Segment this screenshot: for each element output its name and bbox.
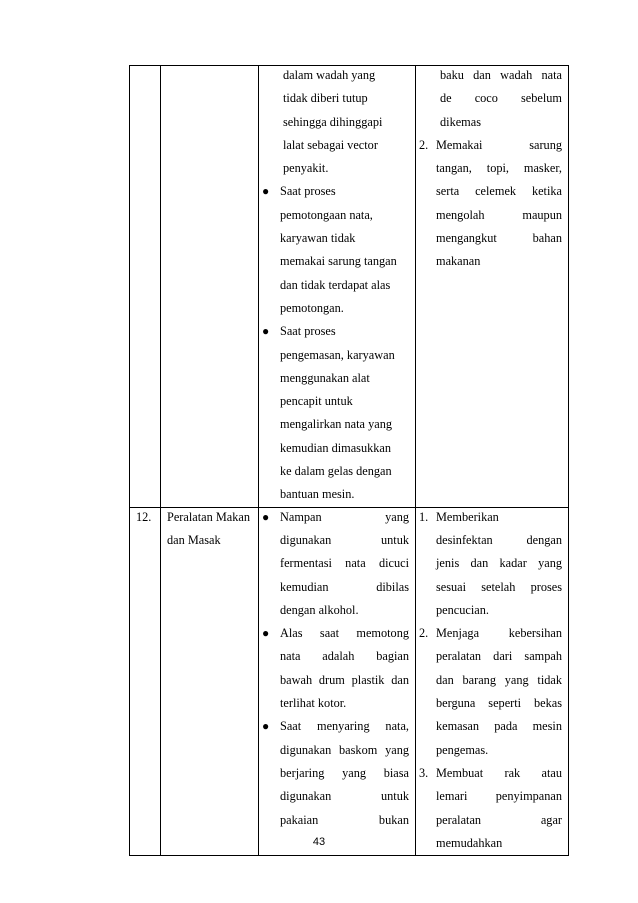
bullet-icon: ● (262, 719, 270, 734)
solution-cell (416, 507, 569, 855)
number-cell (130, 66, 161, 508)
finding-cell (259, 66, 416, 508)
solution-cell: baku dan wadah nata de coco sebelum dikemas 2. Memakai sarung tangan, topi, masker, serta celemek ketika mengolah maupun mengangkut bahan makanan (416, 66, 569, 508)
list-item: ● Saat menyaring nata, digunakan baskom yang berjaring yang biasa digunakan untuk pakaian bukan (259, 715, 415, 831)
list-item: ● Saat proses pemotongaan nata, karyawan tidak memakai sarung tangan dan tidak terdapat alas pemotongan. (259, 180, 415, 320)
bullet-icon: ● (262, 626, 270, 641)
list-item: 1. Memberikan desinfektan dengan jenis dan kadar yang sesuai setelah proses pencucian. (419, 509, 562, 617)
finding-cell (259, 507, 416, 855)
hazard-table (129, 65, 569, 856)
table-row (130, 66, 569, 508)
list-item: ● Nampan yang digunakan untuk fermentasi nata dicuci kemudian dibilas dengan alkohol. (259, 506, 415, 622)
list-item: 2. Menjaga kebersihan peralatan dari sampah dan barang yang tidak berguna seperti bekas kemasan pada mesin pengemas. (419, 626, 562, 757)
list-item: ● Alas saat memotong nata adalah bagian bawah drum plastik dan terlihat kotor. (259, 622, 415, 715)
list-item: 2. Memakai sarung tangan, topi, masker, serta celemek ketika mengolah maupun mengangkut bahan makanan (419, 137, 562, 269)
number-cell: 12. (130, 507, 161, 855)
bullet-icon: ● (262, 324, 270, 339)
page-number: 43 (312, 836, 326, 848)
bullet-icon: ● (262, 509, 270, 524)
category-cell: Peralatan Makan dan Masak (161, 507, 259, 855)
list-item: 3. Membuat rak atau lemari penyimpanan peralatan agar memudahkan (419, 765, 562, 850)
bullet-icon: ● (262, 184, 270, 199)
finding-continuation: dalam wadah yang tidak diberi tutup sehingga dihinggapi lalat sebagai vector penyakit. (283, 68, 383, 176)
table-row (130, 507, 569, 855)
category-cell (161, 66, 259, 508)
list-item: ● Saat proses pengemasan, karyawan menggunakan alat pencapit untuk mengalirkan nata yang kemudian dimasukkan ke dalam gelas dengan bantuan mesin. (259, 320, 415, 506)
